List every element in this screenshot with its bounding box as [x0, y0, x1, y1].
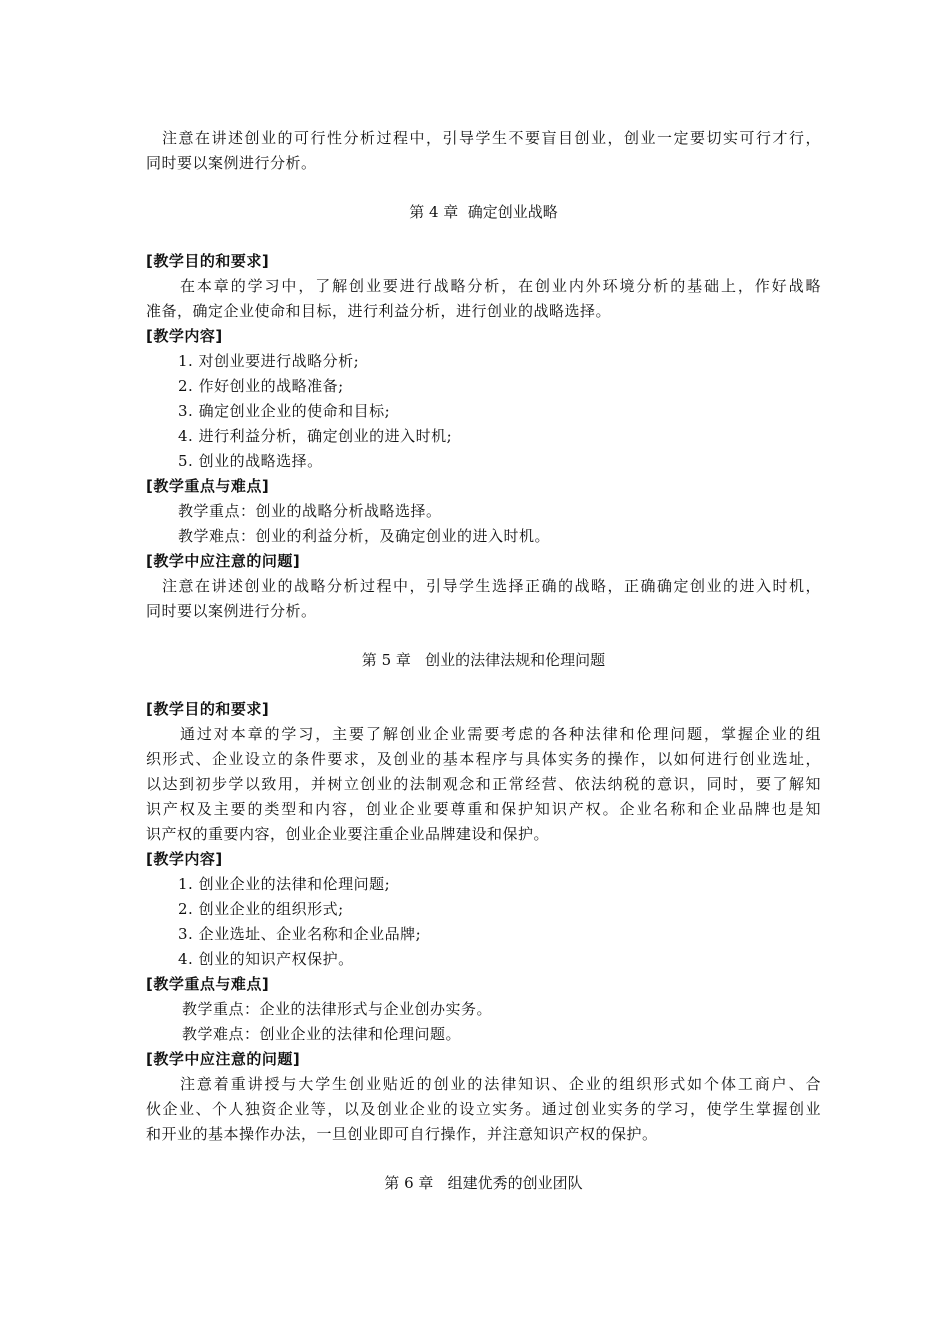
- ch4-goal-line-2: 准备，确定企业使命和目标，进行利益分析，进行创业的战略选择。: [146, 302, 612, 320]
- ch5-goal-heading: [教学目的和要求]: [146, 700, 270, 718]
- ch5-note-line: 注意着重讲授与大学生创业贴近的创业的法律知识、企业的组织形式如个体工商户、合: [180, 1075, 821, 1093]
- ch5-content-item: 4. 创业的知识产权保护。: [178, 950, 354, 968]
- ch3-note-line-2: 同时要以案例进行分析。: [146, 154, 317, 172]
- ch4-content-item: 4. 进行利益分析，确定创业的进入时机;: [178, 427, 453, 445]
- ch5-note-line: 和开业的基本操作办法，一旦创业即可自行操作，并注意知识产权的保护。: [146, 1125, 658, 1143]
- ch4-difficulty: 教学难点：创业的利益分析，及确定创业的进入时机。: [178, 527, 551, 545]
- ch5-goal-line: 织形式、企业设立的条件要求，及创业的基本程序与具体实务的操作，以如何进行创业选址，: [146, 750, 821, 768]
- ch5-goal-line: 识产权及主要的类型和内容，创业企业要尊重和保护知识产权。企业名称和企业品牌也是知: [146, 800, 821, 818]
- ch4-note-heading: [教学中应注意的问题]: [146, 552, 301, 570]
- ch5-note-line: 伙企业、个人独资企业等，以及创业企业的设立实务。通过创业实务的学习，使学生掌握创业: [146, 1100, 821, 1118]
- chapter-5-title: 第 5 章 创业的法律法规和伦理问题: [361, 651, 606, 669]
- ch4-goal-heading: [教学目的和要求]: [146, 252, 270, 270]
- ch5-content-item: 2. 创业企业的组织形式;: [178, 900, 344, 918]
- ch3-note-line-1: 注意在讲述创业的可行性分析过程中，引导学生不要盲目创业，创业一定要切实可行才行，: [162, 129, 821, 147]
- ch5-note-heading: [教学中应注意的问题]: [146, 1050, 301, 1068]
- ch5-difficulty: 教学难点：创业企业的法律和伦理问题。: [182, 1025, 462, 1043]
- ch4-content-item: 1. 对创业要进行战略分析;: [178, 352, 360, 370]
- ch4-key-point: 教学重点：创业的战略分析战略选择。: [178, 502, 442, 520]
- ch5-content-item: 3. 企业选址、企业名称和企业品牌;: [178, 925, 422, 943]
- ch4-content-heading: [教学内容]: [146, 327, 223, 345]
- chapter-6-title: 第 6 章 组建优秀的创业团队: [384, 1174, 583, 1192]
- ch5-key-point: 教学重点：企业的法律形式与企业创办实务。: [182, 1000, 493, 1018]
- ch5-focus-heading: [教学重点与难点]: [146, 975, 270, 993]
- ch4-note-line-1: 注意在讲述创业的战略分析过程中，引导学生选择正确的战略，正确确定创业的进入时机，: [162, 577, 821, 595]
- ch5-content-item: 1. 创业企业的法律和伦理问题;: [178, 875, 391, 893]
- ch4-goal-line-1: 在本章的学习中，了解创业要进行战略分析，在创业内外环境分析的基础上，作好战略: [180, 277, 821, 295]
- ch4-note-line-2: 同时要以案例进行分析。: [146, 602, 317, 620]
- ch4-content-item: 2. 作好创业的战略准备;: [178, 377, 344, 395]
- chapter-4-title: 第 4 章 确定创业战略: [409, 203, 558, 221]
- ch5-goal-line: 通过对本章的学习，主要了解创业企业需要考虑的各种法律和伦理问题，掌握企业的组: [180, 725, 821, 743]
- ch4-focus-heading: [教学重点与难点]: [146, 477, 270, 495]
- ch4-content-item: 5. 创业的战略选择。: [178, 452, 323, 470]
- ch4-content-item: 3. 确定创业企业的使命和目标;: [178, 402, 391, 420]
- ch5-goal-line: 以达到初步学以致用，并树立创业的法制观念和正常经营、依法纳税的意识，同时，要了解知: [146, 775, 821, 793]
- ch5-content-heading: [教学内容]: [146, 850, 223, 868]
- ch5-goal-line: 识产权的重要内容，创业企业要注重企业品牌建设和保护。: [146, 825, 550, 843]
